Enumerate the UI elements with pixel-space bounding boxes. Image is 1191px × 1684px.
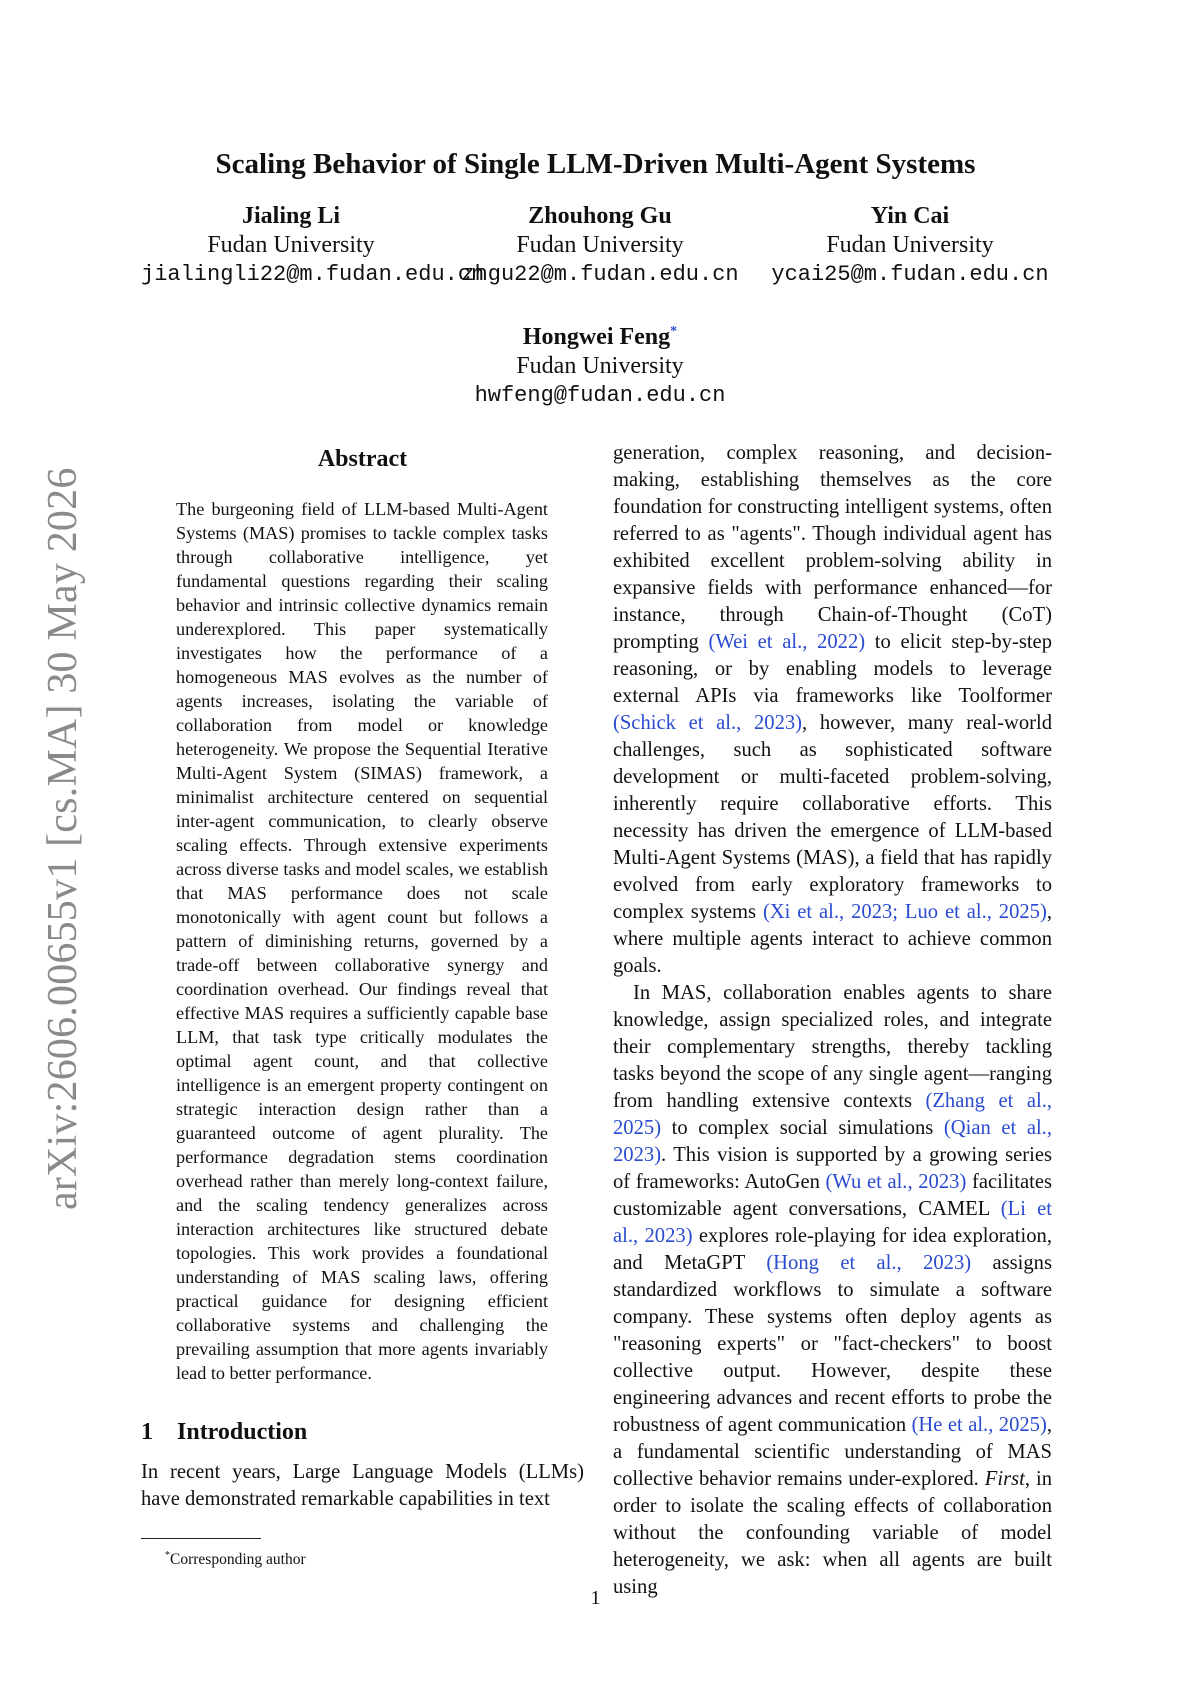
abstract-body: The burgeoning field of LLM-based Multi-Agent Systems (MAS) promises to tackle complex tasks through collaborative intelligence, yet fundamental questions regarding their scaling behavior and intrinsic collective dynamics remain underexplored. This paper systematically investigates how the performance of a homogeneous MAS evolves as the number of agents increases, isolating the variable of collaboration from model or knowledge heterogeneity. We propose the Sequential Iterative Multi-Agent System (SIMAS) framework, a minimalist architecture centered on sequential inter-agent communication, to clearly observe scaling effects. Through extensive experiments across diverse tasks and model scales, we establish that MAS performance does not scale monotonically with agent count but follows a pattern of diminishing returns, governed by a trade-off between collaborative synergy and coordination overhead. Our findings reveal that effective MAS requires a sufficiently capable base LLM, that task type critically modulates the optimal agent count, and that collective intelligence is an emergent property contingent on strategic interaction design rather than a guaranteed outcome of agent plurality. The performance degradation stems coordination overhead rather than merely long-context failure, and the scaling tendency generalizes across interaction architectures like structured debate topologies. This work provides a foundational understanding of MAS scaling laws, offering practical guidance for designing efficient collaborative systems and challenging the prevailing assumption that more agents invariably lead to better performance.: [176, 499, 548, 1383]
footnote: [165, 1546, 306, 1570]
body-text: generation, complex reasoning, and decision-making, establishing themselves as the core foundation for constructing intelligent systems, often referred to as "agents". Though individual agent has exhibited excellent problem-solving ability in expansive fields with performance enhanced—for instance, through Chain-of-Thought (CoT) prompting: [613, 442, 1052, 653]
body-text: In MAS, collaboration enables agents to share knowledge, assign specialized roles, and integrate their complementary strengths, thereby tackling tasks beyond the scope of any single agent—ranging from handling extensive contexts: [613, 982, 1052, 1112]
author-email[interactable]: jialingli22@m.fudan.edu.cn: [141, 262, 485, 287]
author-email[interactable]: zhgu22@m.fudan.edu.cn: [461, 262, 739, 287]
citation-link[interactable]: (Qian et al., 2023): [613, 1117, 1052, 1166]
author-block: [445, 317, 755, 410]
corresponding-author-marker[interactable]: *: [670, 324, 678, 339]
body-text: , a fundamental scientific understanding of MAS collective behavior remains under-explored.: [613, 1414, 1052, 1490]
citation-link[interactable]: (Zhang et al., 2025): [613, 1090, 1052, 1139]
body-text: facilitates customizable agent conversations, CAMEL: [613, 1171, 1052, 1220]
citation-link[interactable]: (Li et al., 2023): [613, 1198, 1052, 1247]
section-number: 1: [141, 1419, 153, 1445]
author-name: Zhouhong Gu: [528, 203, 672, 229]
author-email[interactable]: ycai25@m.fudan.edu.cn: [771, 262, 1049, 287]
body-text: to complex social simulations: [661, 1117, 944, 1139]
abstract-heading: Abstract: [317, 446, 408, 472]
body-text: . This vision is supported by a growing series of frameworks: AutoGen: [613, 1144, 1052, 1193]
author-affiliation: Fudan University: [516, 232, 684, 258]
body-text: to elicit step-by-step reasoning, or by enabling models to leverage external APIs via frameworks like Toolformer: [613, 631, 1052, 707]
author-block: [460, 202, 740, 289]
footnote-marker: *: [165, 1550, 170, 1561]
author-email[interactable]: hwfeng@fudan.edu.cn: [474, 383, 726, 408]
page-number: 1: [590, 1587, 601, 1609]
paper-title: Scaling Behavior of Single LLM-Driven Multi-Agent Systems: [215, 148, 976, 180]
section-title: Introduction: [177, 1419, 308, 1445]
author-block: [141, 202, 485, 289]
intro-paragraph-start: In recent years, Large Language Models (LLMs) have demonstrated remarkable capabilities in text: [141, 1461, 584, 1510]
body-text: assigns standardized workflows to simulate a software company. These systems often deploy agents as "reasoning experts" or "fact-checkers" to boost collective output. However, despite these engineering advances and recent efforts to probe the robustness of agent communication: [613, 1252, 1052, 1436]
citation-link[interactable]: (Hong et al., 2023): [766, 1252, 972, 1274]
author-affiliation: Fudan University: [207, 232, 375, 258]
citation-link[interactable]: (Schick et al., 2023): [613, 712, 803, 734]
footnote-text: Corresponding author: [170, 1551, 306, 1569]
author-block: [760, 202, 1060, 289]
body-text: , in order to isolate the scaling effects of collaboration without the confounding variable of model heterogeneity, we ask: when all agents are built using: [613, 1468, 1052, 1598]
intro-paragraph-continued: [613, 440, 1052, 980]
body-text: , where multiple agents interact to achieve common goals.: [613, 901, 1052, 977]
body-text: , however, many real-world challenges, such as sophisticated software development or multi-faceted problem-solving, inherently require collaborative efforts. This necessity has driven the emergence of LLM-based Multi-Agent Systems (MAS), a field that has rapidly evolved from early exploratory frameworks to complex systems: [613, 712, 1052, 923]
author-name: Jialing Li: [241, 203, 341, 229]
arxiv-identifier: arXiv:2606.00655v1 [cs.MA] 30 May 2026: [40, 467, 86, 1210]
emphasis-text: First: [984, 1468, 1025, 1490]
citation-link[interactable]: (Wu et al., 2023): [825, 1171, 967, 1193]
body-text: explores role-playing for idea exploration, and MetaGPT: [613, 1225, 1052, 1274]
right-column: [613, 440, 1052, 1601]
author-name: Hongwei Feng*: [522, 324, 678, 350]
citation-link[interactable]: (He et al., 2025): [911, 1414, 1047, 1436]
section-heading: [141, 1418, 307, 1446]
citation-link[interactable]: (Wei et al., 2022): [708, 631, 866, 653]
author-name: Yin Cai: [870, 203, 950, 229]
intro-paragraph-second: [613, 980, 1052, 1601]
footnote-divider: [141, 1538, 261, 1539]
author-affiliation: Fudan University: [516, 353, 684, 379]
author-affiliation: Fudan University: [826, 232, 994, 258]
citation-link[interactable]: (Xi et al., 2023; Luo et al., 2025): [762, 901, 1047, 923]
